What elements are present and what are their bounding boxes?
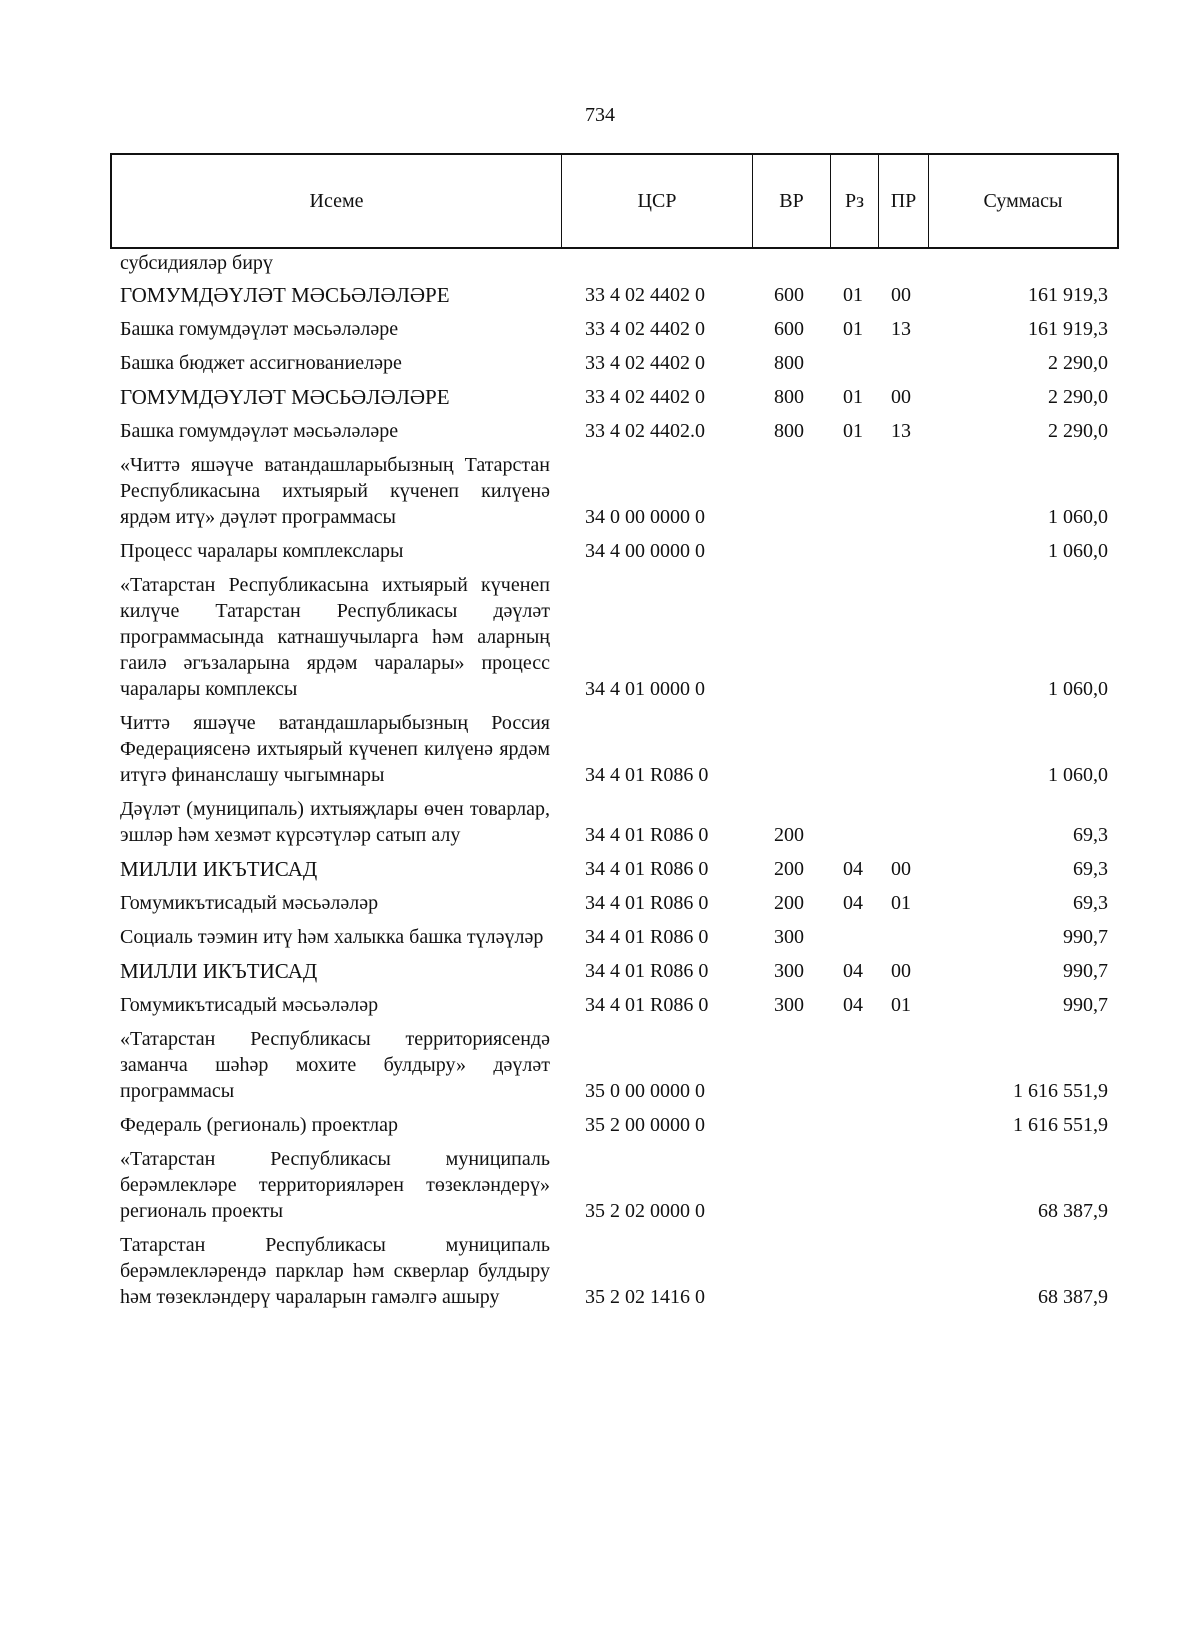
row-csr: 33 4 02 4402.0: [585, 420, 705, 442]
row-vr: 200: [774, 858, 804, 880]
row-csr: 33 4 02 4402 0: [585, 352, 705, 374]
row-rz: 01: [843, 420, 863, 442]
row-sum: 1 060,0: [1048, 764, 1108, 786]
row-rz: 04: [843, 994, 863, 1016]
row-csr: 35 2 02 1416 0: [585, 1286, 705, 1308]
row-name: «Татарстан Республикасына ихтыярый күченеп килүче Татарстан Республикасы дәүләт программасында катнашучыларга һәм аларның гаилә әгъзаларына ярдәм чаралары» процесс чаралары комплексы: [120, 574, 550, 700]
row-name: Татарстан Республикасы муниципаль берәмлекләрендә парклар һәм скверлар булдыру һәм төзекләндерү чараларын гамәлгә ашыру: [120, 1234, 550, 1308]
table-row: [0, 384, 1200, 410]
row-csr: 34 4 01 R086 0: [585, 994, 709, 1016]
header-sum: Суммасы: [983, 189, 1063, 212]
row-sum: 2 290,0: [1048, 420, 1108, 442]
table-row: [0, 250, 1200, 276]
row-sum: 2 290,0: [1048, 352, 1108, 374]
row-name: Федераль (региональ) проектлар: [120, 1114, 398, 1136]
table-row: [0, 282, 1200, 308]
row-vr: 200: [774, 892, 804, 914]
row-name: Социаль тәэмин итү һәм халыкка башка түләүләр: [120, 926, 544, 948]
table-row: [0, 924, 1200, 950]
row-csr: 34 4 00 0000 0: [585, 540, 705, 562]
table-row: [0, 1112, 1200, 1138]
row-name: Башка гомумдәүләт мәсьәләләре: [120, 420, 399, 442]
row-name: Дәүләт (муниципаль) ихтыяҗлары өчен товарлар, эшләр һәм хезмәт күрсәтүләр сатып алу: [120, 798, 550, 846]
row-sum: 68 387,9: [1038, 1200, 1108, 1222]
row-pr: 00: [891, 284, 911, 306]
row-sum: 990,7: [1063, 926, 1108, 948]
row-name: «Читтә яшәүче ватандашларыбызның Татарстан Республикасына ихтыярый күченеп килүенә ярдәм итү» дәүләт программасы: [120, 454, 550, 528]
row-vr: 300: [774, 994, 804, 1016]
table-row: [0, 1026, 1200, 1104]
row-csr: 34 4 01 R086 0: [585, 960, 709, 982]
header-rz: Рз: [831, 155, 879, 247]
header-csr: ЦСР: [562, 155, 753, 247]
table-row: [0, 958, 1200, 984]
header-vr: ВР: [753, 155, 831, 247]
row-name: Читтә яшәүче ватандашларыбызның Россия Федерациясенә ихтыярый күченеп килүенә ярдәм итүгә финанслашу чыгымнары: [120, 712, 550, 786]
row-sum: 2 290,0: [1048, 386, 1108, 408]
row-name: «Татарстан Республикасы муниципаль берәмлекләре территорияләрен төзекләндерү» региональ проекты: [120, 1148, 550, 1222]
row-pr: 13: [891, 318, 911, 340]
row-pr: 00: [891, 858, 911, 880]
row-name: «Татарстан Республикасы территориясендә заманча шәһәр мохите булдыру» дәүләт программасы: [120, 1028, 550, 1102]
row-csr: 34 4 01 R086 0: [585, 858, 709, 880]
row-vr: 300: [774, 960, 804, 982]
row-pr: 00: [891, 960, 911, 982]
table-row: [0, 890, 1200, 916]
row-sum: 69,3: [1073, 892, 1108, 914]
row-csr: 34 4 01 R086 0: [585, 926, 709, 948]
table-row: [0, 350, 1200, 376]
row-sum: 1 060,0: [1048, 506, 1108, 528]
row-name: субсидияләр бирү: [120, 252, 273, 274]
row-csr: 34 4 01 R086 0: [585, 824, 709, 846]
row-sum: 990,7: [1063, 994, 1108, 1016]
table-row: [0, 992, 1200, 1018]
row-name: Башка гомумдәүләт мәсьәләләре: [120, 318, 399, 340]
row-name: Процесс чаралары комплекслары: [120, 540, 404, 562]
row-name: МИЛЛИ ИКЪТИСАД: [120, 857, 318, 881]
row-rz: 04: [843, 858, 863, 880]
row-csr: 35 2 00 0000 0: [585, 1114, 705, 1136]
row-csr: 34 4 01 R086 0: [585, 892, 709, 914]
row-vr: 800: [774, 420, 804, 442]
row-csr: 33 4 02 4402 0: [585, 386, 705, 408]
row-sum: 1 060,0: [1048, 540, 1108, 562]
row-sum: 68 387,9: [1038, 1286, 1108, 1308]
header-name: Исеме: [112, 155, 562, 247]
header-pr: ПР: [879, 155, 929, 247]
row-vr: 600: [774, 318, 804, 340]
row-name: ГОМУМДӘҮЛӘТ МӘСЬӘЛӘЛӘРЕ: [120, 385, 450, 409]
table-row: [0, 418, 1200, 444]
row-csr: 35 0 00 0000 0: [585, 1080, 705, 1102]
table-row: [0, 710, 1200, 788]
row-csr: 34 0 00 0000 0: [585, 506, 705, 528]
row-rz: 01: [843, 318, 863, 340]
row-vr: 600: [774, 284, 804, 306]
row-name: МИЛЛИ ИКЪТИСАД: [120, 959, 318, 983]
table-row: [0, 452, 1200, 530]
table-row: [0, 1232, 1200, 1310]
row-name: Башка бюджет ассигнованиеләре: [120, 352, 402, 374]
row-sum: 161 919,3: [1028, 318, 1108, 340]
table-header: [110, 153, 1119, 249]
row-name: Гомумикътисадый мәсьәләләр: [120, 892, 379, 914]
row-rz: 01: [843, 386, 863, 408]
row-pr: 01: [891, 994, 911, 1016]
row-rz: 01: [843, 284, 863, 306]
row-pr: 01: [891, 892, 911, 914]
row-sum: 1 616 551,9: [1013, 1080, 1108, 1102]
row-pr: 00: [891, 386, 911, 408]
row-csr: 33 4 02 4402 0: [585, 284, 705, 306]
row-sum: 1 060,0: [1048, 678, 1108, 700]
row-csr: 35 2 02 0000 0: [585, 1200, 705, 1222]
row-csr: 34 4 01 R086 0: [585, 764, 709, 786]
row-sum: 1 616 551,9: [1013, 1114, 1108, 1136]
table-row: [0, 1146, 1200, 1224]
row-csr: 34 4 01 0000 0: [585, 678, 705, 700]
row-pr: 13: [891, 420, 911, 442]
table-row: [0, 538, 1200, 564]
row-rz: 04: [843, 892, 863, 914]
table-row: [0, 316, 1200, 342]
table-row: [0, 856, 1200, 882]
row-sum: 990,7: [1063, 960, 1108, 982]
row-vr: 300: [774, 926, 804, 948]
row-sum: 69,3: [1073, 858, 1108, 880]
row-vr: 800: [774, 386, 804, 408]
table-row: [0, 796, 1200, 848]
row-rz: 04: [843, 960, 863, 982]
row-vr: 800: [774, 352, 804, 374]
row-csr: 33 4 02 4402 0: [585, 318, 705, 340]
row-sum: 69,3: [1073, 824, 1108, 846]
page-number: 734: [585, 104, 615, 126]
row-vr: 200: [774, 824, 804, 846]
table-row: [0, 572, 1200, 702]
row-sum: 161 919,3: [1028, 284, 1108, 306]
table-body: [0, 250, 1200, 1318]
row-name: ГОМУМДӘҮЛӘТ МӘСЬӘЛӘЛӘРЕ: [120, 283, 450, 307]
row-name: Гомумикътисадый мәсьәләләр: [120, 994, 379, 1016]
